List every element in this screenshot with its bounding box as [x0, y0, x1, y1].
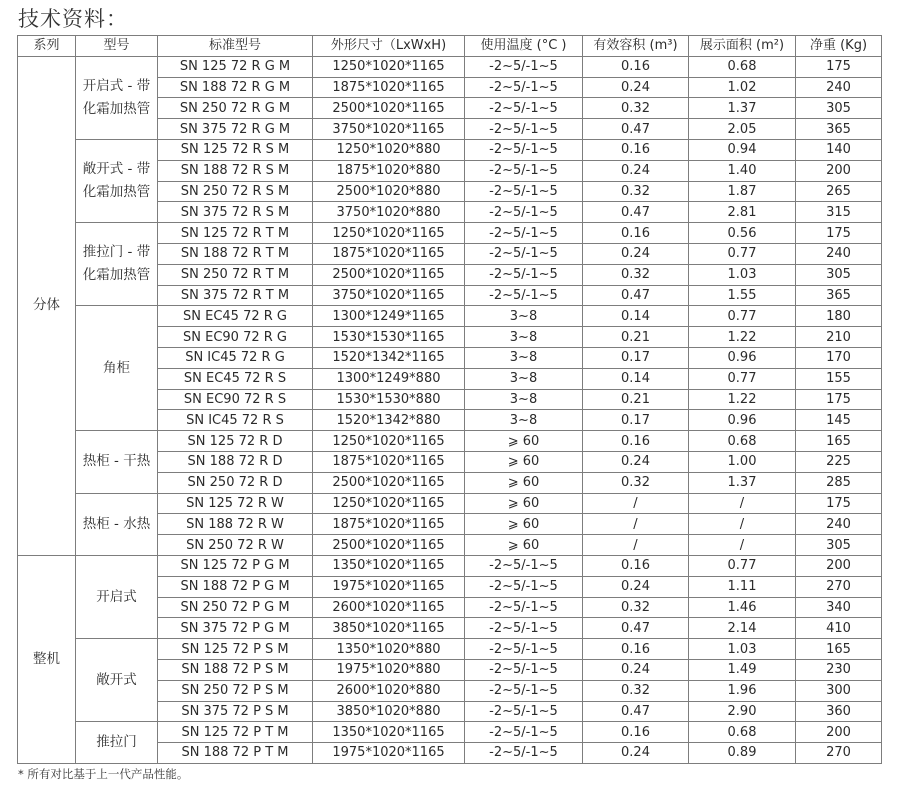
table-row — [18, 56, 882, 77]
temperature-cell: -2~5/-1~5 — [465, 181, 583, 202]
temperature-cell: -2~5/-1~5 — [465, 98, 583, 119]
model-cell: SN 188 72 R S M — [158, 160, 313, 181]
weight-cell: 365 — [796, 285, 882, 306]
volume-cell: 0.24 — [583, 576, 689, 597]
series-cell: 分体 — [18, 56, 76, 555]
table-row — [18, 431, 882, 452]
spec-table-body — [18, 56, 882, 763]
dimensions-cell: 3750*1020*1165 — [313, 285, 465, 306]
temperature-cell: -2~5/-1~5 — [465, 160, 583, 181]
model-cell: SN 250 72 P G M — [158, 597, 313, 618]
temperature-cell: -2~5/-1~5 — [465, 223, 583, 244]
weight-cell: 315 — [796, 202, 882, 223]
volume-cell: / — [583, 493, 689, 514]
weight-cell: 305 — [796, 98, 882, 119]
dimensions-cell: 1875*1020*1165 — [313, 451, 465, 472]
weight-cell: 155 — [796, 368, 882, 389]
volume-cell: 0.32 — [583, 181, 689, 202]
dimensions-cell: 2600*1020*1165 — [313, 597, 465, 618]
area-cell: 1.22 — [689, 327, 796, 348]
area-cell: / — [689, 514, 796, 535]
header-volume: 有效容积 (m³) — [583, 36, 689, 57]
dimensions-cell: 2500*1020*880 — [313, 181, 465, 202]
table-row — [18, 639, 882, 660]
model-cell: SN 125 72 R S M — [158, 139, 313, 160]
volume-cell: 0.16 — [583, 56, 689, 77]
model-cell: SN 375 72 P S M — [158, 701, 313, 722]
temperature-cell: ⩾ 60 — [465, 493, 583, 514]
model-cell: SN IC45 72 R S — [158, 410, 313, 431]
area-cell: 0.94 — [689, 139, 796, 160]
model-cell: SN 188 72 R G M — [158, 77, 313, 98]
volume-cell: 0.14 — [583, 306, 689, 327]
area-cell: 1.11 — [689, 576, 796, 597]
temperature-cell: ⩾ 60 — [465, 514, 583, 535]
model-cell: SN 125 72 R D — [158, 431, 313, 452]
table-row — [18, 722, 882, 743]
area-cell: 1.02 — [689, 77, 796, 98]
model-cell: SN 250 72 R D — [158, 472, 313, 493]
type-cell: 敞开式 - 带化霜加热管 — [76, 139, 158, 222]
volume-cell: 0.17 — [583, 347, 689, 368]
temperature-cell: -2~5/-1~5 — [465, 243, 583, 264]
area-cell: 1.00 — [689, 451, 796, 472]
area-cell: / — [689, 493, 796, 514]
area-cell: 0.56 — [689, 223, 796, 244]
volume-cell: 0.47 — [583, 202, 689, 223]
table-row — [18, 306, 882, 327]
weight-cell: 265 — [796, 181, 882, 202]
area-cell: 0.96 — [689, 347, 796, 368]
volume-cell: 0.16 — [583, 139, 689, 160]
volume-cell: 0.21 — [583, 327, 689, 348]
header-temperature: 使用温度 (°C ) — [465, 36, 583, 57]
area-cell: 0.96 — [689, 410, 796, 431]
dimensions-cell: 3750*1020*880 — [313, 202, 465, 223]
model-cell: SN EC45 72 R G — [158, 306, 313, 327]
temperature-cell: 3~8 — [465, 389, 583, 410]
dimensions-cell: 1975*1020*1165 — [313, 743, 465, 764]
model-cell: SN 188 72 P G M — [158, 576, 313, 597]
volume-cell: 0.47 — [583, 618, 689, 639]
header-series: 系列 — [18, 36, 76, 57]
model-cell: SN EC45 72 R S — [158, 368, 313, 389]
weight-cell: 175 — [796, 493, 882, 514]
dimensions-cell: 1530*1530*880 — [313, 389, 465, 410]
dimensions-cell: 1300*1249*1165 — [313, 306, 465, 327]
model-cell: SN 375 72 R G M — [158, 119, 313, 140]
area-cell: 0.68 — [689, 56, 796, 77]
temperature-cell: -2~5/-1~5 — [465, 264, 583, 285]
dimensions-cell: 3850*1020*880 — [313, 701, 465, 722]
model-cell: SN 375 72 R S M — [158, 202, 313, 223]
dimensions-cell: 1350*1020*880 — [313, 639, 465, 660]
header-display-area: 展示面积 (m²) — [689, 36, 796, 57]
weight-cell: 200 — [796, 160, 882, 181]
table-row — [18, 493, 882, 514]
volume-cell: 0.16 — [583, 555, 689, 576]
dimensions-cell: 2500*1020*1165 — [313, 264, 465, 285]
volume-cell: 0.32 — [583, 472, 689, 493]
dimensions-cell: 2500*1020*1165 — [313, 535, 465, 556]
temperature-cell: 3~8 — [465, 347, 583, 368]
area-cell: 0.89 — [689, 743, 796, 764]
type-cell: 热柜 - 水热 — [76, 493, 158, 555]
volume-cell: 0.47 — [583, 119, 689, 140]
volume-cell: 0.32 — [583, 680, 689, 701]
temperature-cell: -2~5/-1~5 — [465, 555, 583, 576]
dimensions-cell: 1250*1020*1165 — [313, 56, 465, 77]
dimensions-cell: 1250*1020*1165 — [313, 223, 465, 244]
weight-cell: 230 — [796, 659, 882, 680]
dimensions-cell: 1520*1342*880 — [313, 410, 465, 431]
area-cell: 2.81 — [689, 202, 796, 223]
weight-cell: 175 — [796, 223, 882, 244]
type-cell: 推拉门 — [76, 722, 158, 764]
header-row — [18, 36, 882, 57]
model-cell: SN EC90 72 R G — [158, 327, 313, 348]
volume-cell: 0.32 — [583, 597, 689, 618]
temperature-cell: 3~8 — [465, 368, 583, 389]
area-cell: 1.96 — [689, 680, 796, 701]
header-type: 型号 — [76, 36, 158, 57]
temperature-cell: 3~8 — [465, 410, 583, 431]
area-cell: 2.90 — [689, 701, 796, 722]
temperature-cell: -2~5/-1~5 — [465, 597, 583, 618]
dimensions-cell: 1250*1020*1165 — [313, 431, 465, 452]
temperature-cell: -2~5/-1~5 — [465, 56, 583, 77]
weight-cell: 225 — [796, 451, 882, 472]
table-row — [18, 223, 882, 244]
weight-cell: 305 — [796, 264, 882, 285]
temperature-cell: -2~5/-1~5 — [465, 639, 583, 660]
area-cell: 2.14 — [689, 618, 796, 639]
weight-cell: 165 — [796, 431, 882, 452]
volume-cell: 0.24 — [583, 77, 689, 98]
area-cell: 1.37 — [689, 98, 796, 119]
model-cell: SN 250 72 R T M — [158, 264, 313, 285]
model-cell: SN EC90 72 R S — [158, 389, 313, 410]
model-cell: SN 188 72 R T M — [158, 243, 313, 264]
type-cell: 热柜 - 干热 — [76, 431, 158, 493]
model-cell: SN 188 72 P S M — [158, 659, 313, 680]
temperature-cell: -2~5/-1~5 — [465, 285, 583, 306]
volume-cell: 0.16 — [583, 223, 689, 244]
volume-cell: 0.14 — [583, 368, 689, 389]
temperature-cell: ⩾ 60 — [465, 535, 583, 556]
area-cell: 2.05 — [689, 119, 796, 140]
spec-table — [17, 35, 882, 764]
temperature-cell: -2~5/-1~5 — [465, 722, 583, 743]
type-cell: 开启式 — [76, 555, 158, 638]
area-cell: 1.87 — [689, 181, 796, 202]
series-cell: 整机 — [18, 555, 76, 763]
temperature-cell: -2~5/-1~5 — [465, 743, 583, 764]
dimensions-cell: 1520*1342*1165 — [313, 347, 465, 368]
weight-cell: 240 — [796, 243, 882, 264]
weight-cell: 340 — [796, 597, 882, 618]
model-cell: SN 125 72 R G M — [158, 56, 313, 77]
dimensions-cell: 1975*1020*880 — [313, 659, 465, 680]
area-cell: / — [689, 535, 796, 556]
weight-cell: 360 — [796, 701, 882, 722]
type-cell: 开启式 - 带化霜加热管 — [76, 56, 158, 139]
header-dimensions: 外形尺寸（LxWxH) — [313, 36, 465, 57]
volume-cell: 0.24 — [583, 451, 689, 472]
page-title: 技术资料： — [18, 7, 128, 31]
volume-cell: 0.21 — [583, 389, 689, 410]
dimensions-cell: 1350*1020*1165 — [313, 722, 465, 743]
weight-cell: 410 — [796, 618, 882, 639]
model-cell: SN 188 72 R W — [158, 514, 313, 535]
weight-cell: 240 — [796, 77, 882, 98]
area-cell: 0.77 — [689, 243, 796, 264]
model-cell: SN 125 72 R W — [158, 493, 313, 514]
weight-cell: 270 — [796, 743, 882, 764]
weight-cell: 210 — [796, 327, 882, 348]
weight-cell: 175 — [796, 389, 882, 410]
dimensions-cell: 2500*1020*1165 — [313, 98, 465, 119]
dimensions-cell: 1875*1020*880 — [313, 160, 465, 181]
area-cell: 1.37 — [689, 472, 796, 493]
header-net-weight: 净重 (Kg) — [796, 36, 882, 57]
dimensions-cell: 1250*1020*880 — [313, 139, 465, 160]
dimensions-cell: 1875*1020*1165 — [313, 514, 465, 535]
area-cell: 1.40 — [689, 160, 796, 181]
area-cell: 0.77 — [689, 555, 796, 576]
footnote: * 所有对比基于上一代产品性能。 — [18, 767, 189, 781]
area-cell: 0.68 — [689, 431, 796, 452]
area-cell: 1.03 — [689, 264, 796, 285]
weight-cell: 270 — [796, 576, 882, 597]
temperature-cell: -2~5/-1~5 — [465, 680, 583, 701]
model-cell: SN 375 72 P G M — [158, 618, 313, 639]
temperature-cell: -2~5/-1~5 — [465, 202, 583, 223]
model-cell: SN 125 72 R T M — [158, 223, 313, 244]
area-cell: 1.55 — [689, 285, 796, 306]
temperature-cell: 3~8 — [465, 327, 583, 348]
area-cell: 1.22 — [689, 389, 796, 410]
weight-cell: 240 — [796, 514, 882, 535]
weight-cell: 170 — [796, 347, 882, 368]
temperature-cell: -2~5/-1~5 — [465, 139, 583, 160]
dimensions-cell: 1300*1249*880 — [313, 368, 465, 389]
volume-cell: / — [583, 514, 689, 535]
area-cell: 0.68 — [689, 722, 796, 743]
volume-cell: 0.24 — [583, 243, 689, 264]
temperature-cell: -2~5/-1~5 — [465, 77, 583, 98]
volume-cell: 0.16 — [583, 722, 689, 743]
type-cell: 角柜 — [76, 306, 158, 431]
dimensions-cell: 1530*1530*1165 — [313, 327, 465, 348]
model-cell: SN 125 72 P T M — [158, 722, 313, 743]
weight-cell: 145 — [796, 410, 882, 431]
model-cell: SN 250 72 R W — [158, 535, 313, 556]
model-cell: SN 250 72 R S M — [158, 181, 313, 202]
volume-cell: 0.17 — [583, 410, 689, 431]
model-cell: SN 125 72 P S M — [158, 639, 313, 660]
weight-cell: 305 — [796, 535, 882, 556]
volume-cell: 0.24 — [583, 160, 689, 181]
volume-cell: 0.24 — [583, 743, 689, 764]
weight-cell: 200 — [796, 555, 882, 576]
model-cell: SN 125 72 P G M — [158, 555, 313, 576]
weight-cell: 165 — [796, 639, 882, 660]
volume-cell: 0.32 — [583, 264, 689, 285]
dimensions-cell: 3750*1020*1165 — [313, 119, 465, 140]
weight-cell: 285 — [796, 472, 882, 493]
volume-cell: 0.16 — [583, 431, 689, 452]
volume-cell: 0.16 — [583, 639, 689, 660]
volume-cell: 0.47 — [583, 285, 689, 306]
temperature-cell: -2~5/-1~5 — [465, 576, 583, 597]
temperature-cell: ⩾ 60 — [465, 451, 583, 472]
temperature-cell: -2~5/-1~5 — [465, 119, 583, 140]
temperature-cell: -2~5/-1~5 — [465, 659, 583, 680]
area-cell: 0.77 — [689, 306, 796, 327]
header-model: 标准型号 — [158, 36, 313, 57]
model-cell: SN 375 72 R T M — [158, 285, 313, 306]
temperature-cell: 3~8 — [465, 306, 583, 327]
area-cell: 1.49 — [689, 659, 796, 680]
weight-cell: 200 — [796, 722, 882, 743]
weight-cell: 175 — [796, 56, 882, 77]
dimensions-cell: 2600*1020*880 — [313, 680, 465, 701]
volume-cell: 0.47 — [583, 701, 689, 722]
temperature-cell: ⩾ 60 — [465, 472, 583, 493]
type-cell: 推拉门 - 带化霜加热管 — [76, 223, 158, 306]
model-cell: SN 250 72 P S M — [158, 680, 313, 701]
dimensions-cell: 1350*1020*1165 — [313, 555, 465, 576]
volume-cell: 0.32 — [583, 98, 689, 119]
model-cell: SN 188 72 R D — [158, 451, 313, 472]
table-row — [18, 555, 882, 576]
table-row — [18, 139, 882, 160]
temperature-cell: ⩾ 60 — [465, 431, 583, 452]
area-cell: 1.03 — [689, 639, 796, 660]
dimensions-cell: 2500*1020*1165 — [313, 472, 465, 493]
dimensions-cell: 3850*1020*1165 — [313, 618, 465, 639]
model-cell: SN 188 72 P T M — [158, 743, 313, 764]
weight-cell: 300 — [796, 680, 882, 701]
volume-cell: 0.24 — [583, 659, 689, 680]
type-cell: 敞开式 — [76, 639, 158, 722]
model-cell: SN 250 72 R G M — [158, 98, 313, 119]
temperature-cell: -2~5/-1~5 — [465, 701, 583, 722]
dimensions-cell: 1875*1020*1165 — [313, 77, 465, 98]
model-cell: SN IC45 72 R G — [158, 347, 313, 368]
weight-cell: 180 — [796, 306, 882, 327]
dimensions-cell: 1975*1020*1165 — [313, 576, 465, 597]
weight-cell: 365 — [796, 119, 882, 140]
area-cell: 0.77 — [689, 368, 796, 389]
area-cell: 1.46 — [689, 597, 796, 618]
weight-cell: 140 — [796, 139, 882, 160]
dimensions-cell: 1875*1020*1165 — [313, 243, 465, 264]
temperature-cell: -2~5/-1~5 — [465, 618, 583, 639]
dimensions-cell: 1250*1020*1165 — [313, 493, 465, 514]
volume-cell: / — [583, 535, 689, 556]
